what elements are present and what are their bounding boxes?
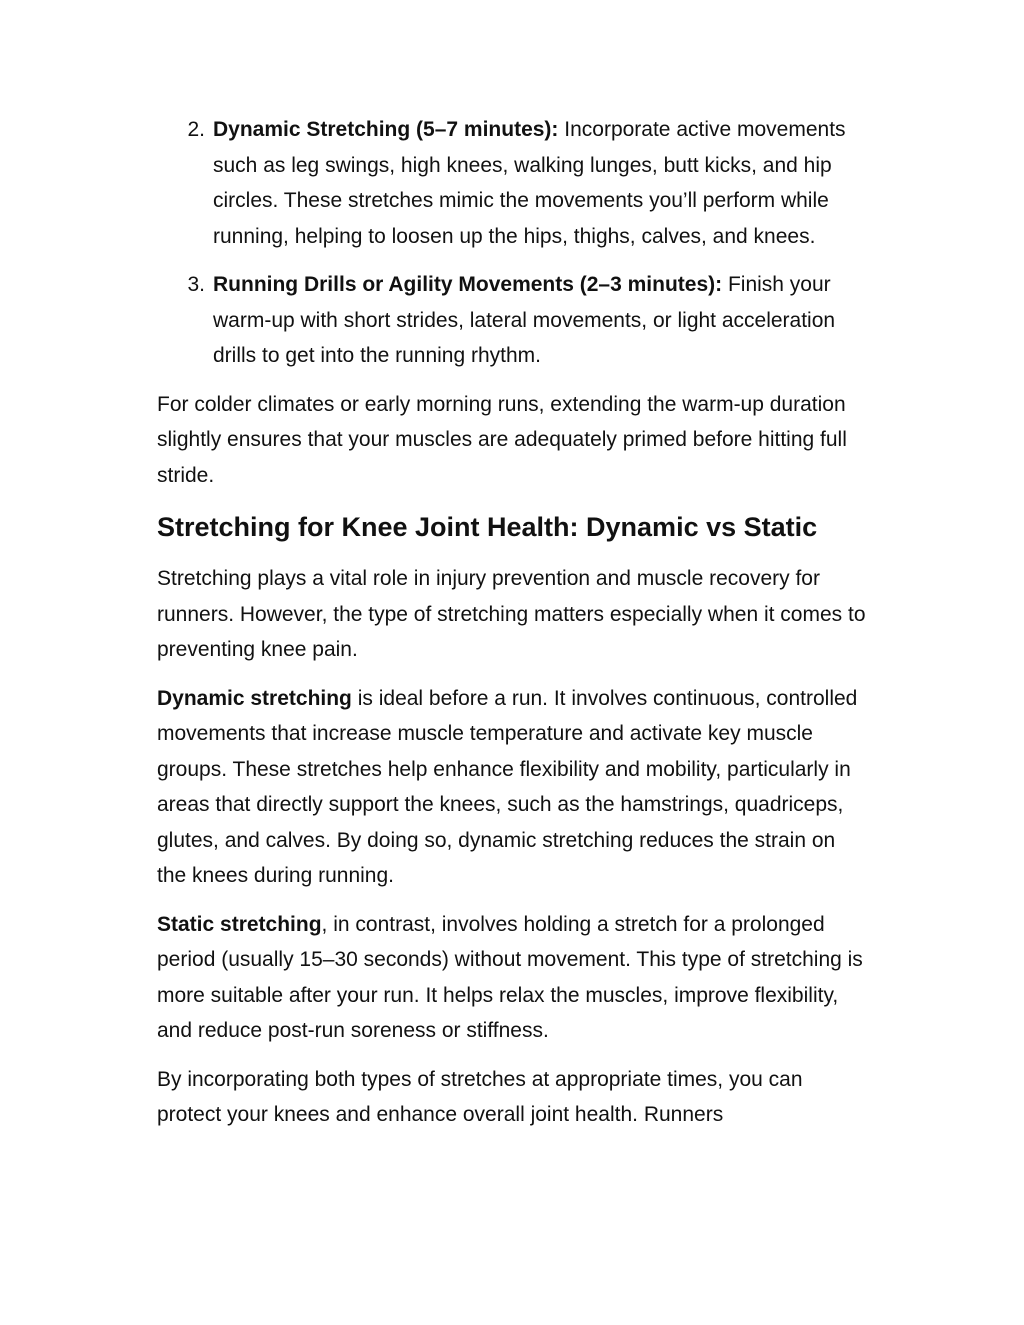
list-body bbox=[213, 267, 869, 374]
paragraph-cold-climates: For colder climates or early morning runs, extending the warm-up duration slightly ensures that your muscles are adequately primed before hitting full stride. bbox=[157, 392, 847, 487]
section-heading: Stretching for Knee Joint Health: Dynamic vs Static bbox=[157, 512, 818, 542]
list-item-text: Finish your warm-up with short strides, lateral movements, or light acceleration drills to get into the running rhythm. bbox=[213, 273, 836, 367]
list-item bbox=[157, 112, 869, 254]
static-text: , in contrast, involves holding a stretch for a prolonged period (usually 15–30 seconds) without movement. This type of stretching is more suitable after your run. It helps relax the muscles, improve flexibility, and reduce post-run soreness or stiffness. bbox=[157, 912, 863, 1042]
list-body bbox=[213, 112, 869, 254]
list-number: 2. bbox=[187, 118, 205, 141]
dynamic-term: Dynamic stretching bbox=[157, 686, 352, 710]
paragraph-dynamic bbox=[157, 681, 869, 894]
list-item bbox=[157, 267, 869, 374]
list-item-text: Incorporate active movements such as leg swings, high knees, walking lunges, butt kicks, and hip circles. These stretches mimic the movements you’ll perform while running, helping to loosen up the hips, thighs, calves, and knees. bbox=[213, 118, 846, 248]
document-page bbox=[157, 112, 869, 1146]
list-item-title: Running Drills or Agility Movements (2–3 minutes): bbox=[213, 273, 723, 296]
paragraph-final: By incorporating both types of stretches at appropriate times, you can protect your knees and enhance overall joint health. Runners bbox=[157, 1067, 803, 1126]
list-item-title: Dynamic Stretching (5–7 minutes): bbox=[213, 118, 559, 141]
dynamic-text: is ideal before a run. It involves continuous, controlled movements that increase muscle temperature and activate key muscle groups. These stretches help enhance flexibility and mobility, particularly in areas that directly support the knees, such as the hamstrings, quadriceps, glutes, and calves. By doing so, dynamic stretching reduces the strain on the knees during running. bbox=[157, 686, 858, 887]
paragraph-static bbox=[157, 907, 869, 1049]
warmup-list bbox=[157, 112, 869, 374]
paragraph-intro: Stretching plays a vital role in injury prevention and muscle recovery for runners. However, the type of stretching matters especially when it comes to preventing knee pain. bbox=[157, 567, 866, 661]
static-term: Static stretching bbox=[157, 912, 322, 936]
list-number: 3. bbox=[187, 273, 205, 296]
